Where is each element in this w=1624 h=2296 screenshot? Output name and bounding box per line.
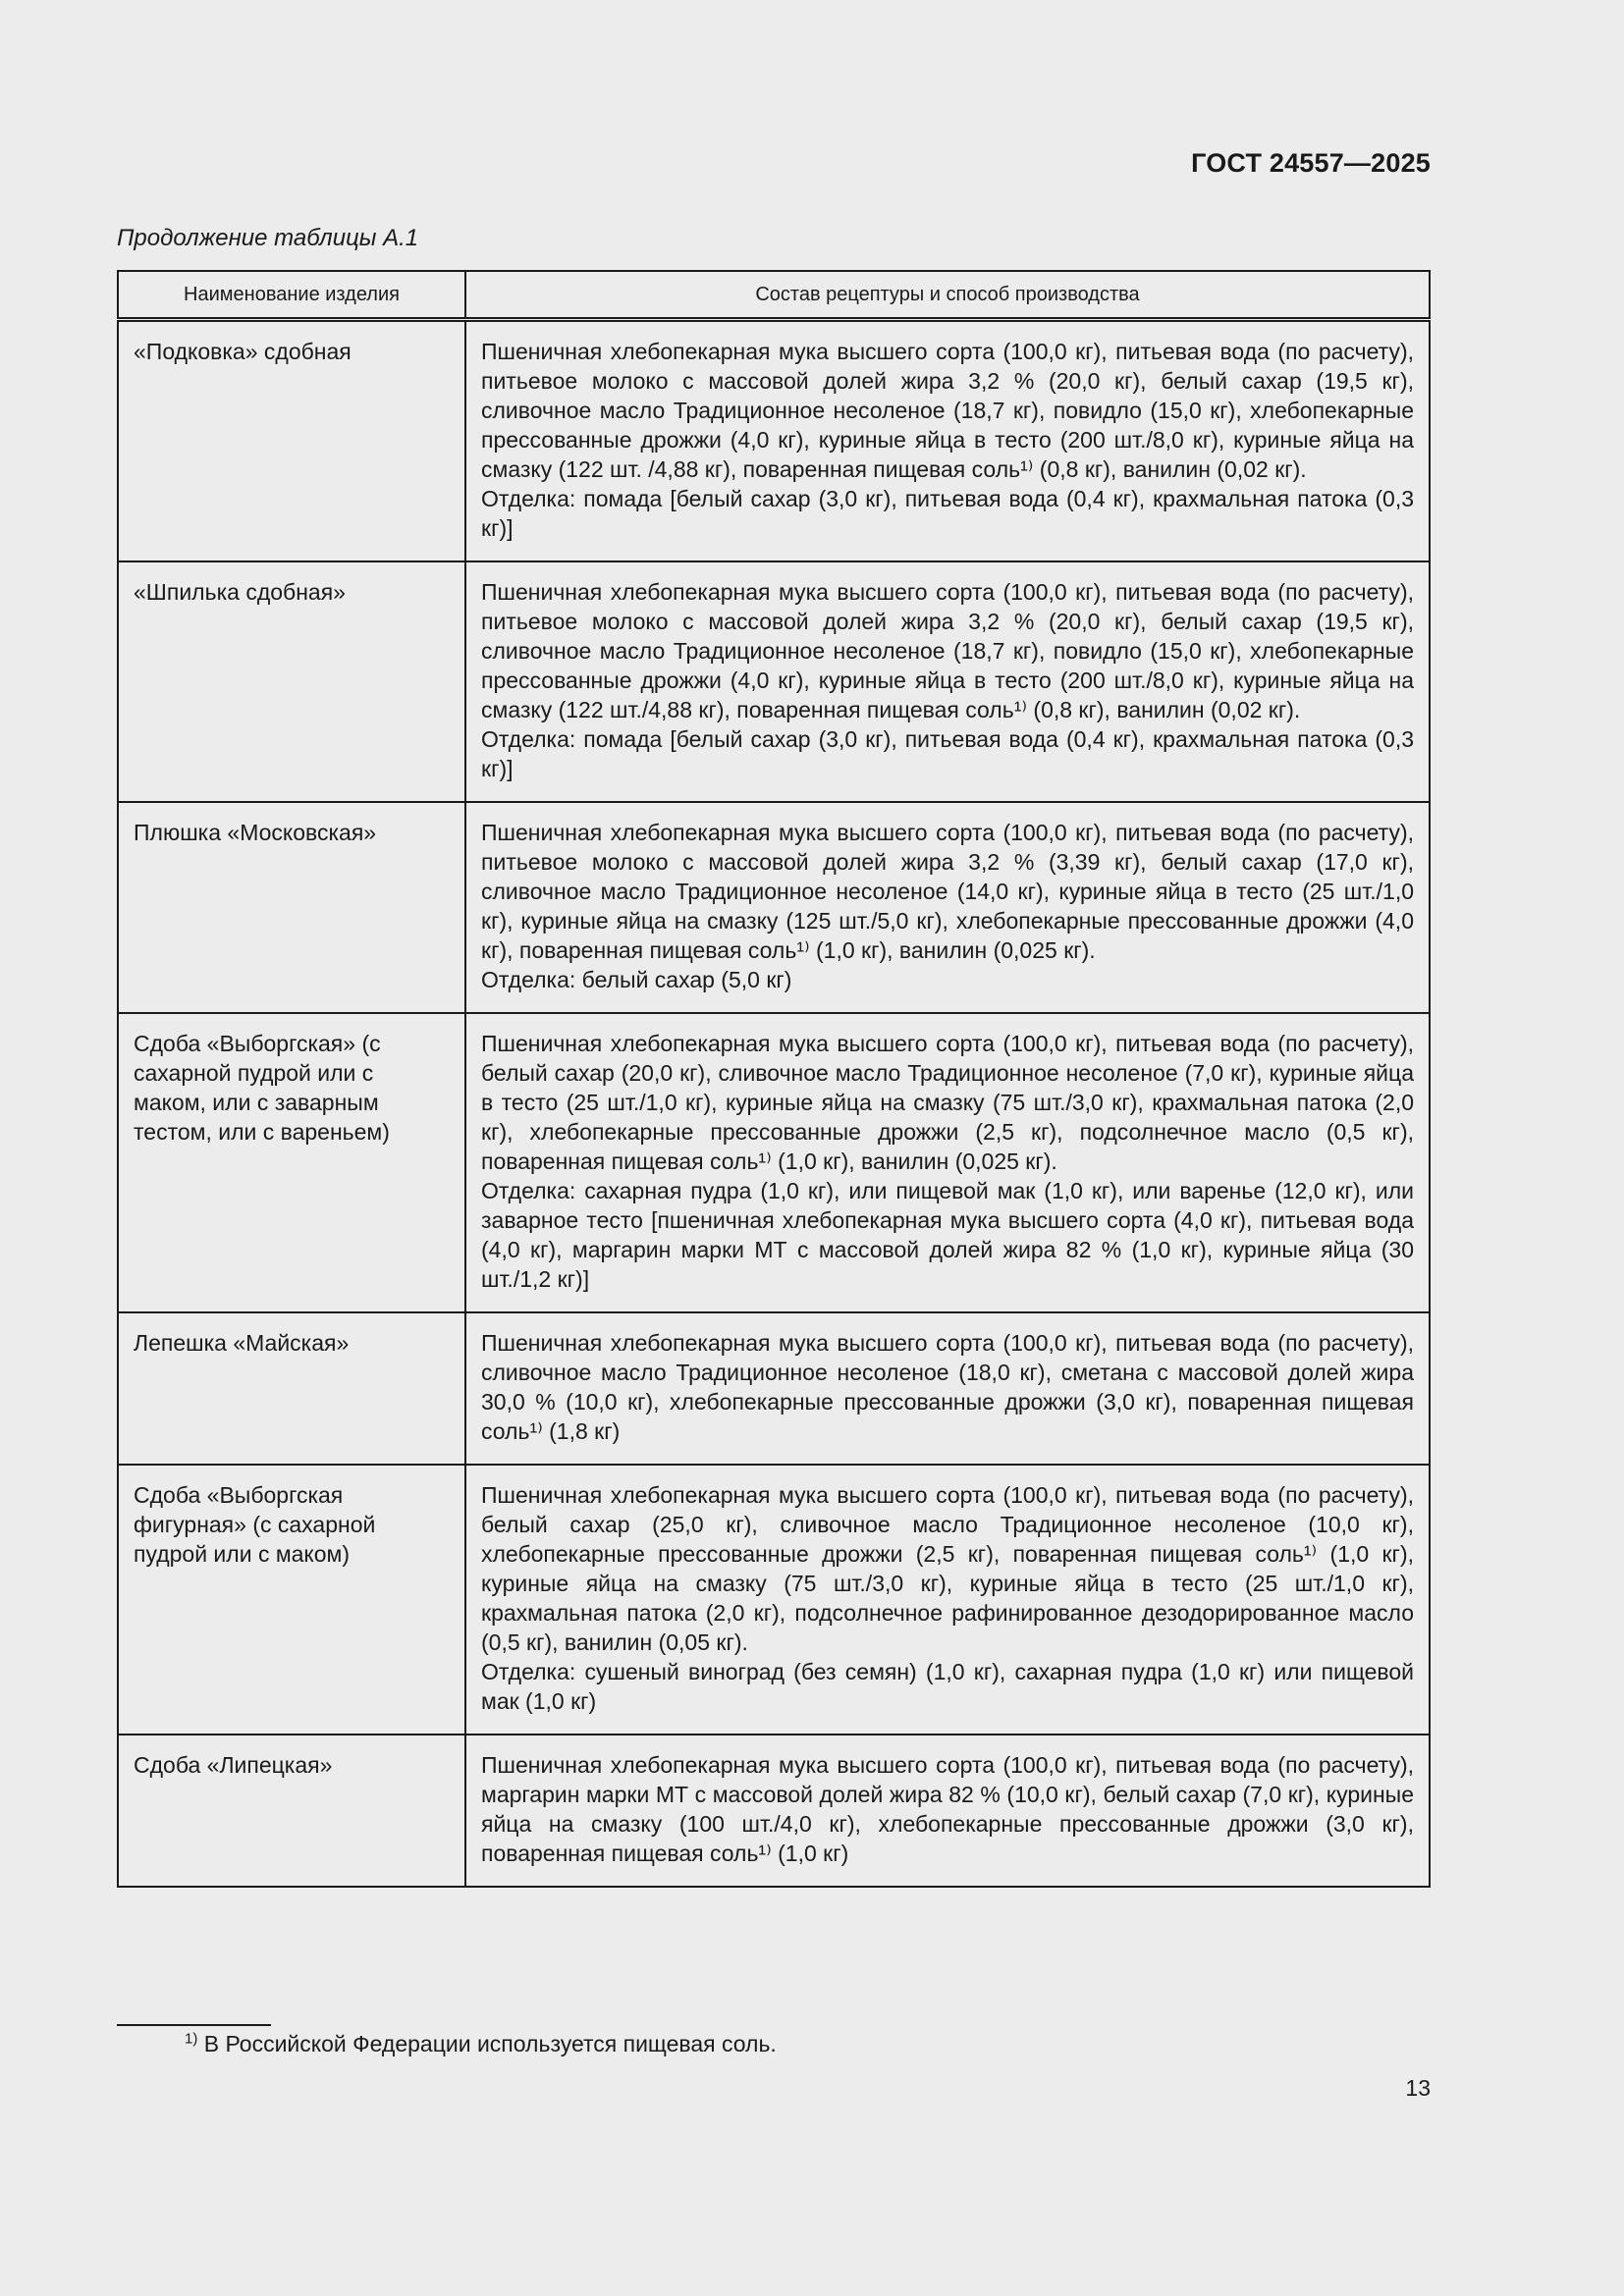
product-composition-cell <box>465 320 1430 562</box>
product-name: Сдоба «Выборгская» (с сахарной пудрой или с маком, или с заварным тестом, или с вареньем) <box>118 1013 465 1312</box>
footnote-mark: 1) <box>185 2030 198 2048</box>
table-row <box>118 1013 1430 1312</box>
product-composition-cell <box>465 561 1430 802</box>
product-composition-cell <box>465 1735 1430 1887</box>
finish-text: Отделка: помада [белый сахар (3,0 кг), питьевая вода (0,4 кг), крахмальная патока (0,3 кг)] <box>481 486 1414 541</box>
composition-text: Пшеничная хлебопекарная мука высшего сорта (100,0 кг), питьевая вода (по расчету), питьевое молоко с массовой долей жира 3,2 % (20,0 кг), белый сахар (19,5 кг), сливочное масло Традиционное несоленое (18,7 кг), повидло (15,0 кг), хлебопекарные прессованные дрожжи (4,0 кг), куриные яйца в тесто (200 шт./8,0 кг), куриные яйца на смазку (122 шт. /4,88 кг), поваренная пищевая соль¹⁾ (0,8 кг), ванилин (0,02 кг). <box>481 339 1414 482</box>
finish-text: Отделка: сушеный виноград (без семян) (1,0 кг), сахарная пудра (1,0 кг) или пищевой мак (1,0 кг) <box>481 1659 1414 1714</box>
composition-text: Пшеничная хлебопекарная мука высшего сорта (100,0 кг), питьевая вода (по расчету), питьевое молоко с массовой долей жира 3,2 % (20,0 кг), белый сахар (19,5 кг), сливочное масло Традиционное несоленое (18,7 кг), повидло (15,0 кг), хлебопекарные прессованные дрожжи (4,0 кг), куриные яйца в тесто (200 шт./8,0 кг), куриные яйца на смазку (122 шт./4,88 кг), поваренная пищевая соль¹⁾ (0,8 кг), ванилин (0,02 кг). <box>481 579 1414 722</box>
finish-text: Отделка: помада [белый сахар (3,0 кг), питьевая вода (0,4 кг), крахмальная патока (0,3 кг)] <box>481 726 1414 781</box>
finish-text: Отделка: сахарная пудра (1,0 кг), или пищевой мак (1,0 кг), или варенье (12,0 кг), или заварное тесто [пшеничная хлебопекарная мука высшего сорта (4,0 кг), питьевая вода (4,0 кг), маргарин марки МТ с массовой долей жира 82 % (1,0 кг), куриные яйца (30 шт./1,2 кг)] <box>481 1178 1414 1292</box>
product-composition-cell <box>465 1465 1430 1735</box>
composition-text: Пшеничная хлебопекарная мука высшего сорта (100,0 кг), питьевая вода (по расчету), питьевое молоко с массовой долей жира 3,2 % (3,39 кг), белый сахар (17,0 кг), сливочное масло Традиционное несоленое (14,0 кг), куриные яйца в тесто (25 шт./1,0 кг), куриные яйца на смазку (125 шт./5,0 кг), хлебопекарные прессованные дрожжи (4,0 кг), поваренная пищевая соль¹⁾ (1,0 кг), ванилин (0,025 кг). <box>481 820 1414 963</box>
document-code: ГОСТ 24557—2025 <box>1191 148 1431 178</box>
table-row <box>118 320 1430 562</box>
product-name: Сдоба «Выборгская фигурная» (с сахарной пудрой или с маком) <box>118 1465 465 1735</box>
table-row <box>118 1312 1430 1465</box>
composition-text: Пшеничная хлебопекарная мука высшего сорта (100,0 кг), питьевая вода (по расчету), маргарин марки МТ с массовой долей жира 82 % (10,0 кг), белый сахар (7,0 кг), куриные яйца на смазку (100 шт./4,0 кг), хлебопекарные прессованные дрожжи (3,0 кг), поваренная пищевая соль¹⁾ (1,0 кг) <box>481 1752 1414 1866</box>
footnote-divider <box>117 2024 271 2026</box>
product-name: «Подковка» сдобная <box>118 320 465 562</box>
table-row <box>118 1465 1430 1735</box>
table-row <box>118 802 1430 1013</box>
product-name: Сдоба «Липецкая» <box>118 1735 465 1887</box>
table-header-row <box>118 271 1430 320</box>
footnote-text: В Российской Федерации используется пищевая соль. <box>203 2031 777 2056</box>
column-header-name: Наименование изделия <box>118 271 465 320</box>
finish-text: Отделка: белый сахар (5,0 кг) <box>481 967 792 992</box>
product-name: Лепешка «Майская» <box>118 1312 465 1465</box>
recipe-table <box>117 270 1431 1888</box>
footnote <box>185 2031 777 2057</box>
table-caption: Продолжение таблицы А.1 <box>117 225 419 251</box>
table-row <box>118 1735 1430 1887</box>
table-row <box>118 561 1430 802</box>
product-name: «Шпилька сдобная» <box>118 561 465 802</box>
column-header-composition: Состав рецептуры и способ производства <box>465 271 1430 320</box>
product-name: Плюшка «Московская» <box>118 802 465 1013</box>
page-number: 13 <box>1405 2075 1431 2101</box>
composition-text: Пшеничная хлебопекарная мука высшего сорта (100,0 кг), питьевая вода (по расчету), сливочное масло Традиционное несоленое (18,0 кг), сметана с массовой долей жира 30,0 % (10,0 кг), хлебопекарные прессованные дрожжи (3,0 кг), поваренная пищевая соль¹⁾ (1,8 кг) <box>481 1330 1414 1444</box>
composition-text: Пшеничная хлебопекарная мука высшего сорта (100,0 кг), питьевая вода (по расчету), белый сахар (25,0 кг), сливочное масло Традиционное несоленое (10,0 кг), хлебопекарные прессованные дрожжи (2,5 кг), поваренная пищевая соль¹⁾ (1,0 кг), куриные яйца на смазку (75 шт./3,0 кг), куриные яйца в тесто (25 шт./1,0 кг), крахмальная патока (2,0 кг), подсолнечное рафинированное дезодорированное масло (0,5 кг), ванилин (0,05 кг). <box>481 1482 1414 1655</box>
product-composition-cell <box>465 1312 1430 1465</box>
product-composition-cell <box>465 802 1430 1013</box>
composition-text: Пшеничная хлебопекарная мука высшего сорта (100,0 кг), питьевая вода (по расчету), белый сахар (20,0 кг), сливочное масло Традиционное несоленое (7,0 кг), куриные яйца в тесто (25 шт./1,0 кг), куриные яйца на смазку (75 шт./3,0 кг), крахмальная патока (2,0 кг), хлебопекарные прессованные дрожжи (2,5 кг), подсолнечное масло (0,5 кг), поваренная пищевая соль¹⁾ (1,0 кг), ванилин (0,025 кг). <box>481 1031 1414 1174</box>
product-composition-cell <box>465 1013 1430 1312</box>
